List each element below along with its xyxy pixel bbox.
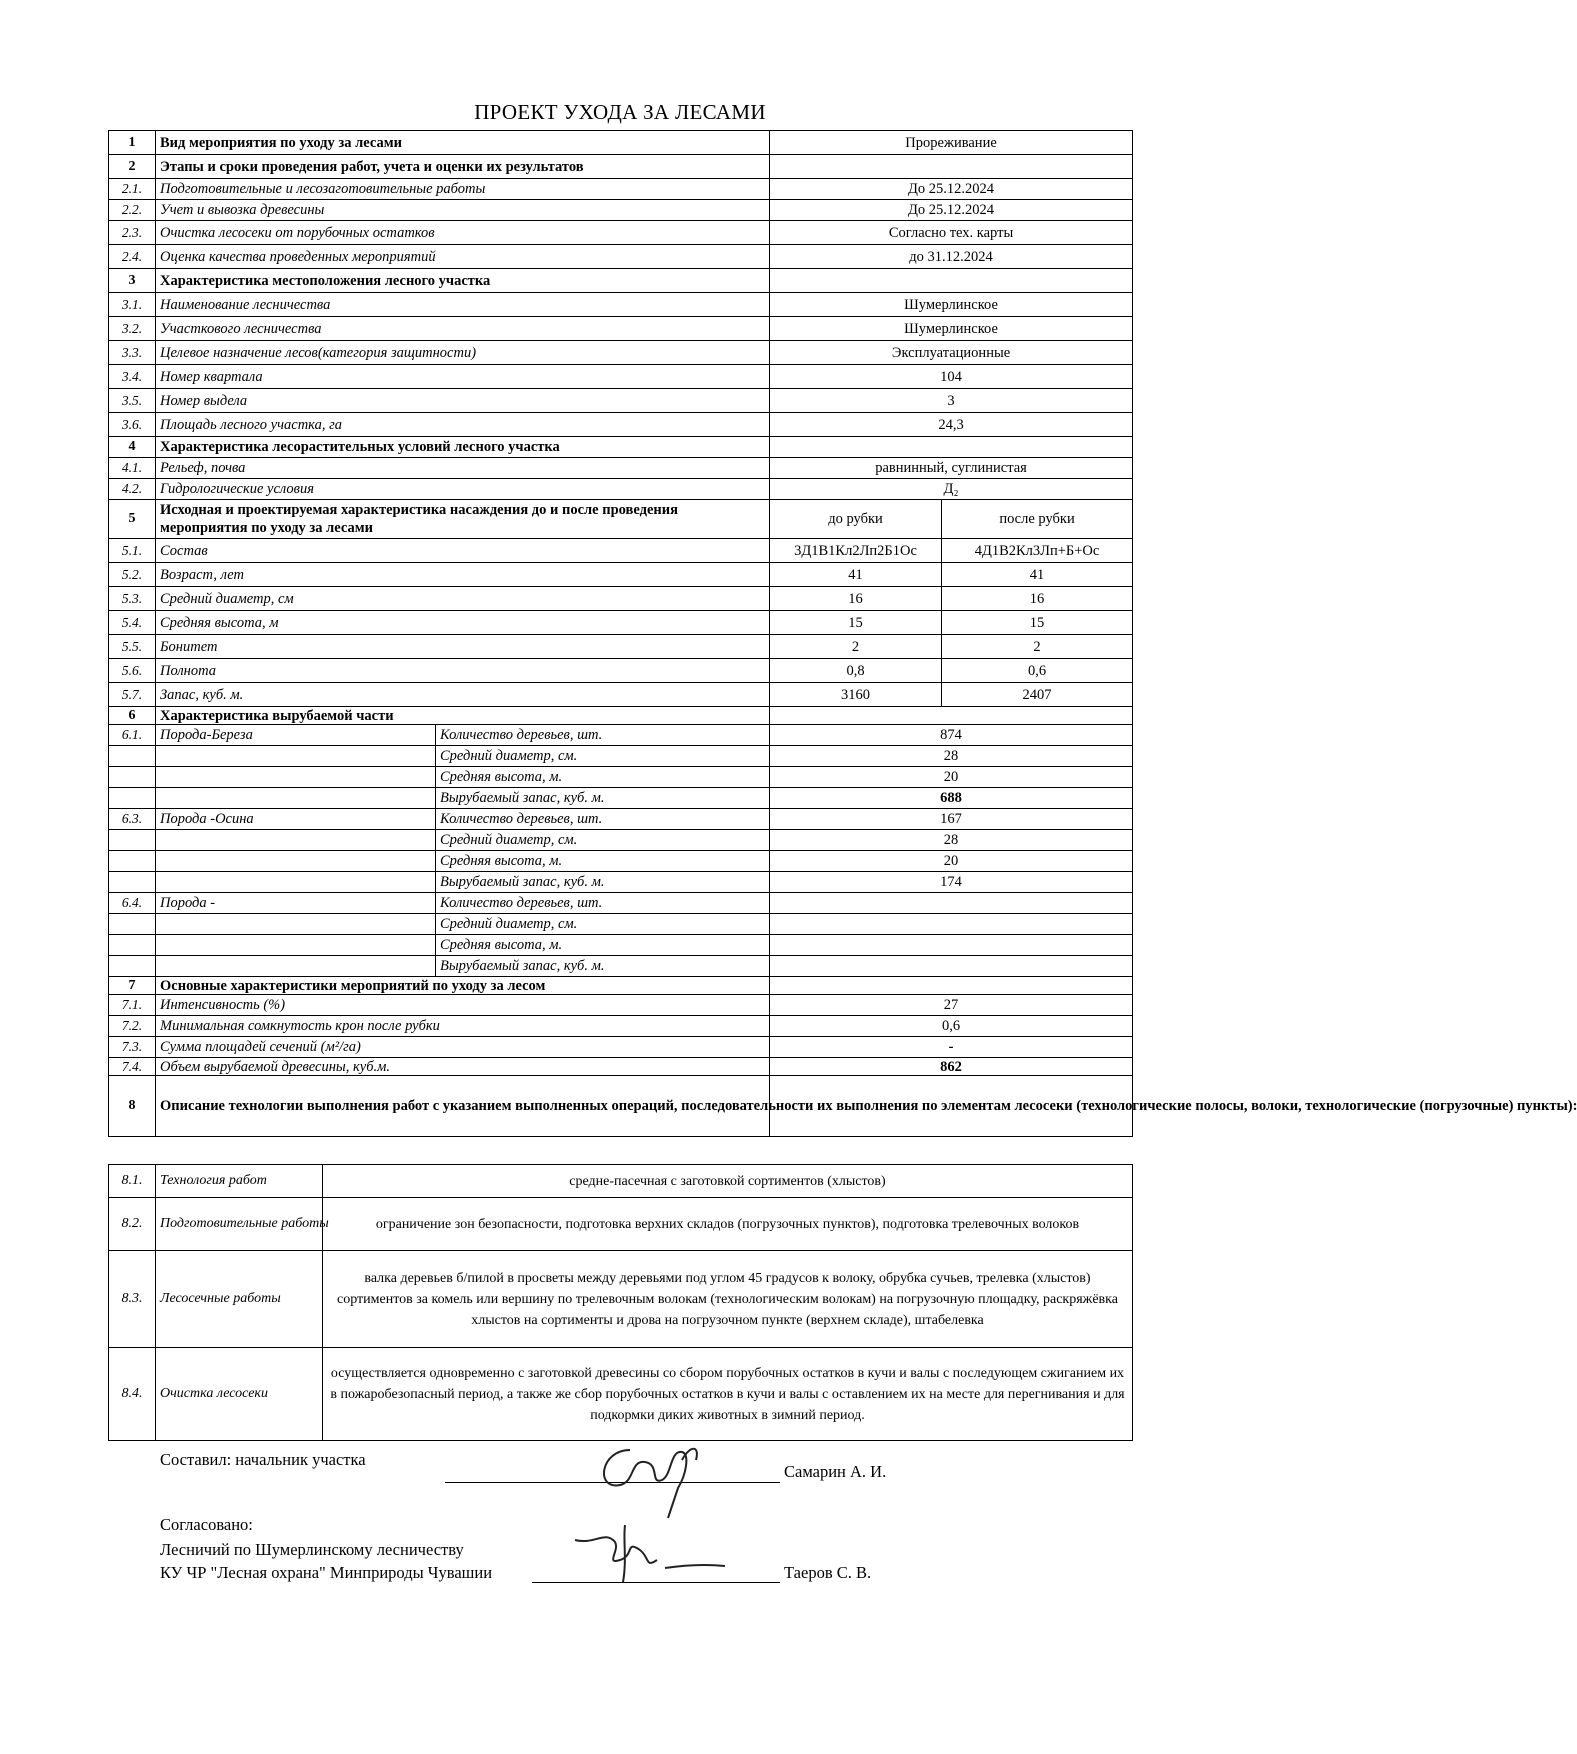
row-number: [109, 767, 156, 788]
row-3: [109, 269, 1133, 293]
row-label: Бонитет: [156, 635, 770, 659]
row-number: 5.1.: [109, 539, 156, 563]
row-7: [109, 977, 1133, 995]
row-6-3-diameter: [109, 830, 1133, 851]
row-number: [109, 851, 156, 872]
row-3-2: [109, 317, 1133, 341]
row-value: 862: [770, 1058, 1133, 1076]
row-value: До 25.12.2024: [770, 200, 1133, 221]
row-value: Шумерлинское: [770, 317, 1133, 341]
species-label: Порода-Береза: [156, 725, 436, 746]
row-6-4-diameter: [109, 914, 1133, 935]
row-6-3-height: [109, 851, 1133, 872]
row-label: Основные характеристики мероприятий по уходу за лесом: [156, 977, 770, 995]
forester-name: Таеров С. В.: [784, 1563, 872, 1582]
row-6-4-count: [109, 893, 1133, 914]
row-8-3: [109, 1251, 1133, 1348]
species-label: [156, 935, 436, 956]
forest-care-table: [108, 130, 1577, 1137]
row-6: [109, 707, 1133, 725]
row-5-1: [109, 539, 1133, 563]
row-number: 5: [109, 500, 156, 539]
row-number: 1: [109, 131, 156, 155]
row-3-1: [109, 293, 1133, 317]
row-value: [770, 437, 1133, 458]
row-number: 4.2.: [109, 479, 156, 500]
row-value: Шумерлинское: [770, 293, 1133, 317]
metric-label: Средний диаметр, см.: [436, 830, 770, 851]
forester-title-line-2: КУ ЧР "Лесная охрана" Минприроды Чувашии: [160, 1563, 493, 1582]
row-6-3-volume: [109, 872, 1133, 893]
row-number: 2.3.: [109, 221, 156, 245]
species-label: [156, 956, 436, 977]
metric-label: Количество деревьев, шт.: [436, 809, 770, 830]
species-label: [156, 830, 436, 851]
row-label-line-2: мероприятия по уходу за лесами: [160, 520, 373, 536]
row-number: [109, 956, 156, 977]
row-number: 3: [109, 269, 156, 293]
row-label: Оценка качества проведенных мероприятий: [156, 245, 770, 269]
metric-value: 28: [770, 746, 1133, 767]
value-after: 41: [942, 563, 1133, 587]
row-number: 8: [109, 1076, 156, 1137]
row-label: Вид мероприятия по уходу за лесами: [156, 131, 770, 155]
row-label: Характеристика лесорастительных условий лесного участка: [156, 437, 770, 458]
compiled-signature-mark: [590, 1430, 720, 1520]
row-label: Номер квартала: [156, 365, 770, 389]
row-2-2: [109, 200, 1133, 221]
row-value: осуществляется одновременно с заготовкой древесины со сбором порубочных остатков в кучи и валы с последующем сжиганием их в пожаробезопасный период, а также же сбор порубочных остатков в кучи и валы с оставлением их на месте для перегнивания и для подкормки диких животных в зимний период.: [323, 1348, 1133, 1441]
species-label: [156, 767, 436, 788]
row-number: 5.6.: [109, 659, 156, 683]
forester-title-line-1: Лесничий по Шумерлинскому лесничеству: [160, 1540, 464, 1559]
row-number: [109, 872, 156, 893]
value-after: 2: [942, 635, 1133, 659]
metric-label: Вырубаемый запас, куб. м.: [436, 788, 770, 809]
row-number: 5.7.: [109, 683, 156, 707]
row-label: Характеристика вырубаемой части: [156, 707, 770, 725]
row-label: Номер выдела: [156, 389, 770, 413]
row-5-4: [109, 611, 1133, 635]
row-label: Средняя высота, м: [156, 611, 770, 635]
value-after: 16: [942, 587, 1133, 611]
value-after: 2407: [942, 683, 1133, 707]
row-4-2: [109, 479, 1133, 500]
row-label: Очистка лесосеки от порубочных остатков: [156, 221, 770, 245]
row-value: -: [770, 1037, 1133, 1058]
row-5-2: [109, 563, 1133, 587]
document-title: ПРОЕКТ УХОДА ЗА ЛЕСАМИ: [474, 100, 766, 124]
row-value: [770, 269, 1133, 293]
technology-table: [108, 1164, 1133, 1441]
metric-value: 28: [770, 830, 1133, 851]
row-label: Описание технологии выполнения работ с указанием выполненных операций, последовательности их выполнения по элементам лесосеки (технологические полосы, волоки, технологические (погрузочные) пункты):: [156, 1076, 770, 1137]
row-number: 5.3.: [109, 587, 156, 611]
row-value: средне-пасечная с заготовкой сортиментов (хлыстов): [323, 1165, 1133, 1198]
compiled-by-label: Составил: начальник участка: [160, 1450, 366, 1469]
row-value: 104: [770, 365, 1133, 389]
row-label: Подготовительные и лесозаготовительные работы: [156, 179, 770, 200]
metric-value: 20: [770, 851, 1133, 872]
row-value: 0,6: [770, 1016, 1133, 1037]
row-number: [109, 935, 156, 956]
species-label: Порода -: [156, 893, 436, 914]
row-number: 8.3.: [109, 1251, 156, 1348]
row-2-3: [109, 221, 1133, 245]
species-label: [156, 872, 436, 893]
agreed-label: Согласовано:: [160, 1515, 253, 1534]
row-6-1-height: [109, 767, 1133, 788]
row-number: 7.3.: [109, 1037, 156, 1058]
row-number: 3.6.: [109, 413, 156, 437]
row-number: 5.2.: [109, 563, 156, 587]
compiled-by-name: Самарин А. И.: [784, 1462, 887, 1481]
row-value: до 31.12.2024: [770, 245, 1133, 269]
row-label: Технология работ: [156, 1165, 323, 1198]
row-value: [770, 155, 1133, 179]
row-number: 3.5.: [109, 389, 156, 413]
species-label: [156, 914, 436, 935]
value-after: 4Д1В2Кл3Лп+Б+Ос: [942, 539, 1133, 563]
metric-value: 20: [770, 767, 1133, 788]
row-8: [109, 1076, 1133, 1137]
metric-label: Количество деревьев, шт.: [436, 725, 770, 746]
row-number: 7.2.: [109, 1016, 156, 1037]
row-number: 7.1.: [109, 995, 156, 1016]
value-before: 3160: [770, 683, 942, 707]
row-value: 24,3: [770, 413, 1133, 437]
species-label: [156, 746, 436, 767]
header-after: после рубки: [942, 500, 1133, 539]
row-number: 6.1.: [109, 725, 156, 746]
row-label: Лесосечные работы: [156, 1251, 323, 1348]
row-number: 3.1.: [109, 293, 156, 317]
value-before: 16: [770, 587, 942, 611]
metric-label: Количество деревьев, шт.: [436, 893, 770, 914]
row-number: 3.2.: [109, 317, 156, 341]
row-value: [770, 977, 1133, 995]
row-number: [109, 914, 156, 935]
row-number: 4.1.: [109, 458, 156, 479]
value-after: 0,6: [942, 659, 1133, 683]
value-before: 15: [770, 611, 942, 635]
row-value: валка деревьев б/пилой в просветы между деревьями под углом 45 градусов к волоку, обрубка сучьев, трелевка (хлыстов) сортиментов за комель или вершину по трелевочным волокам (технологическим волокам) на погрузочную площадку, раскряжёвка хлыстов на сортименты и дрова на погрузочном пункте (верхнем складе), штабелевка: [323, 1251, 1133, 1348]
row-8-2: [109, 1198, 1133, 1251]
row-value: Прореживание: [770, 131, 1133, 155]
row-5-7: [109, 683, 1133, 707]
row-4-1: [109, 458, 1133, 479]
metric-label: Средний диаметр, см.: [436, 914, 770, 935]
species-label: [156, 788, 436, 809]
row-5: [109, 500, 1133, 539]
row-label: Подготовительные работы: [156, 1198, 323, 1251]
metric-label: Средний диаметр, см.: [436, 746, 770, 767]
row-label: Этапы и сроки проведения работ, учета и оценки их результатов: [156, 155, 770, 179]
metric-value: [770, 893, 1133, 914]
row-7-1: [109, 995, 1133, 1016]
row-7-4: [109, 1058, 1133, 1076]
metric-label: Вырубаемый запас, куб. м.: [436, 956, 770, 977]
value-before: 2: [770, 635, 942, 659]
row-6-3-count: [109, 809, 1133, 830]
metric-label: Средняя высота, м.: [436, 767, 770, 788]
row-2: [109, 155, 1133, 179]
species-label: [156, 851, 436, 872]
row-label-line-1: Исходная и проектируемая характеристика насаждения до и после проведения: [160, 502, 678, 518]
row-8-1: [109, 1165, 1133, 1198]
row-7-3: [109, 1037, 1133, 1058]
row-value: Эксплуатационные: [770, 341, 1133, 365]
row-number: [109, 788, 156, 809]
row-number: [109, 830, 156, 851]
row-number: 2: [109, 155, 156, 179]
row-label: Возраст, лет: [156, 563, 770, 587]
row-label: Сумма площадей сечений (м²/га): [156, 1037, 770, 1058]
metric-value: 167: [770, 809, 1133, 830]
row-6-1-count: [109, 725, 1133, 746]
row-number: 6.4.: [109, 893, 156, 914]
row-2-4: [109, 245, 1133, 269]
row-6-4-volume: [109, 956, 1133, 977]
metric-value: 874: [770, 725, 1133, 746]
row-3-5: [109, 389, 1133, 413]
row-6-1-diameter: [109, 746, 1133, 767]
row-7-2: [109, 1016, 1133, 1037]
row-3-3: [109, 341, 1133, 365]
row-value: [770, 707, 1133, 725]
metric-value: 174: [770, 872, 1133, 893]
metric-label: Средняя высота, м.: [436, 851, 770, 872]
row-3-6: [109, 413, 1133, 437]
row-number: 7.4.: [109, 1058, 156, 1076]
row-label: Интенсивность (%): [156, 995, 770, 1016]
row-label: Наименование лесничества: [156, 293, 770, 317]
row-3-4: [109, 365, 1133, 389]
row-number: 2.1.: [109, 179, 156, 200]
row-label: Полнота: [156, 659, 770, 683]
row-value: До 25.12.2024: [770, 179, 1133, 200]
value-after: 15: [942, 611, 1133, 635]
row-number: 6: [109, 707, 156, 725]
metric-value: 688: [770, 788, 1133, 809]
row-number: 5.4.: [109, 611, 156, 635]
row-number: [109, 746, 156, 767]
row-value: Согласно тех. карты: [770, 221, 1133, 245]
row-4: [109, 437, 1133, 458]
row-label: [156, 500, 770, 539]
row-label: Площадь лесного участка, га: [156, 413, 770, 437]
row-5-3: [109, 587, 1133, 611]
row-number: 3.3.: [109, 341, 156, 365]
row-2-1: [109, 179, 1133, 200]
row-value: равнинный, суглинистая: [770, 458, 1133, 479]
row-1: [109, 131, 1133, 155]
row-6-1-volume: [109, 788, 1133, 809]
row-label: Учет и вывозка древесины: [156, 200, 770, 221]
row-label: Минимальная сомкнутость крон после рубки: [156, 1016, 770, 1037]
metric-label: Вырубаемый запас, куб. м.: [436, 872, 770, 893]
row-5-5: [109, 635, 1133, 659]
metric-value: [770, 914, 1133, 935]
row-label: Участкового лесничества: [156, 317, 770, 341]
row-label: Состав: [156, 539, 770, 563]
row-number: 3.4.: [109, 365, 156, 389]
row-number: 8.2.: [109, 1198, 156, 1251]
value-before: 0,8: [770, 659, 942, 683]
row-number: 8.1.: [109, 1165, 156, 1198]
row-label: Очистка лесосеки: [156, 1348, 323, 1441]
row-number: 8.4.: [109, 1348, 156, 1441]
row-8-4: [109, 1348, 1133, 1441]
row-6-4-height: [109, 935, 1133, 956]
row-number: 5.5.: [109, 635, 156, 659]
row-number: 4: [109, 437, 156, 458]
row-label: Запас, куб. м.: [156, 683, 770, 707]
row-number: 7: [109, 977, 156, 995]
row-value: 27: [770, 995, 1133, 1016]
row-label: Гидрологические условия: [156, 479, 770, 500]
row-label: Характеристика местоположения лесного участка: [156, 269, 770, 293]
species-label: Порода -Осина: [156, 809, 436, 830]
row-value: 3: [770, 389, 1133, 413]
row-label: Рельеф, почва: [156, 458, 770, 479]
metric-label: Средняя высота, м.: [436, 935, 770, 956]
value-before: 3Д1В1Кл2Лп2Б1Ос: [770, 539, 942, 563]
row-number: 2.4.: [109, 245, 156, 269]
value-before: 41: [770, 563, 942, 587]
row-number: 2.2.: [109, 200, 156, 221]
row-value: Д₂: [770, 479, 1133, 500]
row-label: Средний диаметр, см: [156, 587, 770, 611]
row-number: 6.3.: [109, 809, 156, 830]
forester-signature-mark: [565, 1520, 735, 1590]
header-before: до рубки: [770, 500, 942, 539]
row-label: Целевое назначение лесов(категория защитности): [156, 341, 770, 365]
metric-value: [770, 935, 1133, 956]
row-label: Объем вырубаемой древесины, куб.м.: [156, 1058, 770, 1076]
metric-value: [770, 956, 1133, 977]
row-value: ограничение зон безопасности, подготовка верхних складов (погрузочных пунктов), подготовка трелевочных волоков: [323, 1198, 1133, 1251]
row-5-6: [109, 659, 1133, 683]
